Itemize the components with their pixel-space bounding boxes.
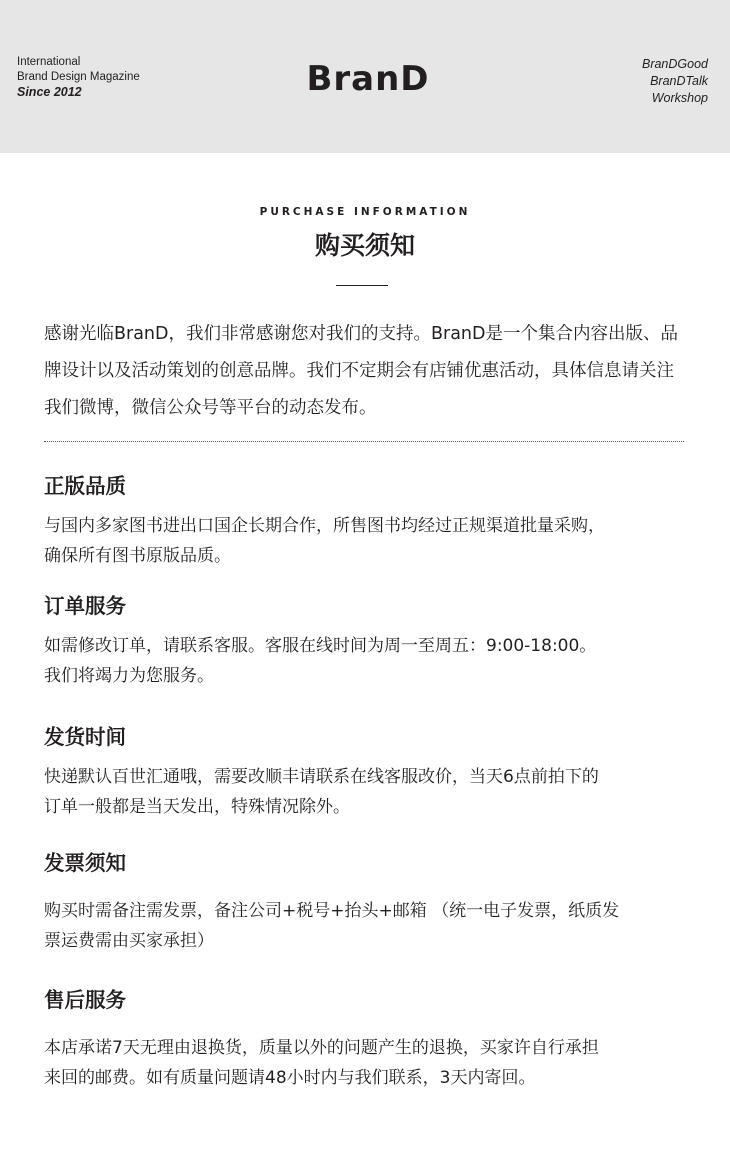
title-underline: [336, 285, 388, 286]
section-line: 订单一般都是当天发出，特殊情况除外。: [44, 797, 350, 817]
section-title-orders: 订单服务: [44, 594, 126, 618]
section-line: 票运费需由买家承担）: [44, 931, 214, 951]
section-title-quality: 正版品质: [44, 474, 126, 498]
sublink-workshop: Workshop: [651, 91, 708, 105]
section-title-aftersales: 售后服务: [44, 988, 126, 1012]
section-title-invoice: 发票须知: [44, 851, 126, 875]
sublink-brandtalk: BranDTalk: [650, 74, 708, 88]
tagline-line-1: International: [17, 56, 81, 68]
brand-logo: BranD: [306, 59, 430, 99]
section-line: 如需修改订单，请联系客服。客服在线时间为周一至周五：9:00-18:00。: [44, 636, 597, 656]
brand-sublinks: [642, 56, 708, 107]
section-line: 本店承诺7天无理由退换货，质量以外的问题产生的退换，买家许自行承担: [44, 1038, 599, 1058]
section-body-quality: [44, 511, 692, 571]
section-line: 来回的邮费。如有质量问题请48小时内与我们联系，3天内寄回。: [44, 1068, 536, 1088]
section-body-shipping: [44, 762, 692, 822]
section-line: 与国内多家图书进出口国企长期合作，所售图书均经过正规渠道批量采购，: [44, 516, 605, 536]
tagline-since: Since 2012: [17, 85, 82, 99]
page-kicker: PURCHASE INFORMATION: [259, 206, 471, 218]
section-line: 购买时需备注需发票，备注公司+税号+抬头+邮箱 （统一电子发票，纸质发: [44, 901, 620, 921]
dotted-divider: [44, 441, 684, 442]
section-body-orders: [44, 631, 692, 691]
sublink-brandgood: BranDGood: [641, 57, 708, 71]
tagline-line-2: Brand Design Magazine: [17, 71, 140, 83]
intro-paragraph: 感谢光临BranD，我们非常感谢您对我们的支持。BranD是一个集合内容出版、品牌设计以及活动策划的创意品牌。我们不定期会有店铺优惠活动，具体信息请关注我们微博，微信公众号等平台的动态发布。: [44, 324, 678, 418]
header-banner: [0, 0, 730, 153]
magazine-tagline: [17, 55, 140, 100]
section-line: 快递默认百世汇通哦，需要改顺丰请联系在线客服改价，当天6点前拍下的: [44, 767, 599, 787]
section-body-aftersales: [44, 1033, 692, 1093]
section-body-invoice: [44, 896, 692, 956]
section-line: 我们将竭力为您服务。: [44, 666, 214, 686]
section-line: 确保所有图书原版品质。: [44, 546, 231, 566]
section-title-shipping: 发货时间: [44, 725, 126, 749]
page-title: 购买须知: [314, 231, 415, 260]
